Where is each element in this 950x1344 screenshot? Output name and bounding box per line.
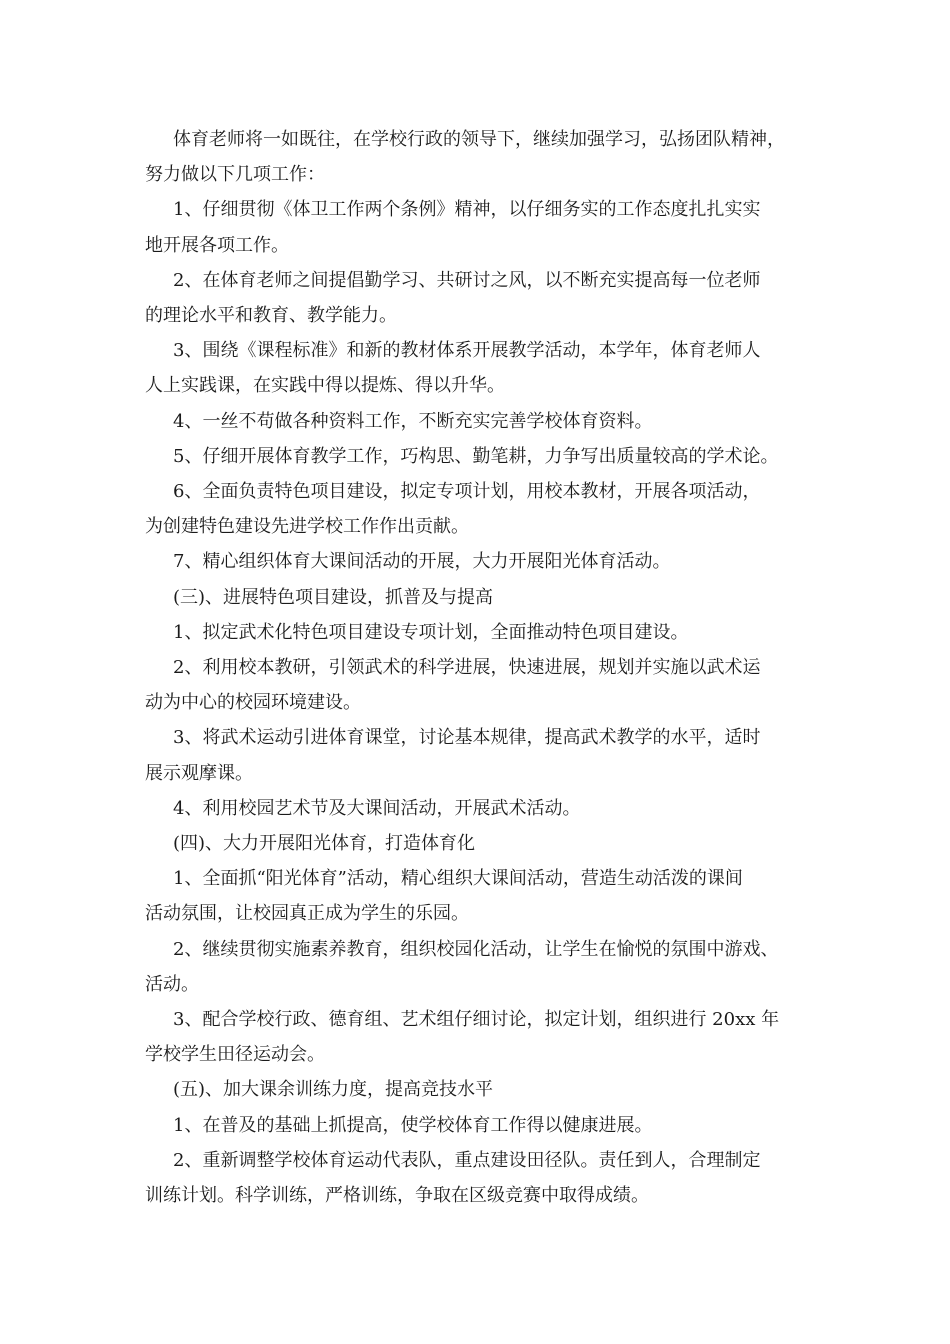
paragraph-item-1: [145, 192, 825, 262]
paragraph-item-3-1: [145, 615, 825, 650]
paragraph-line: 体育老师将一如既往，在学校行政的领导下，继续加强学习，弘扬团队精神，: [173, 129, 785, 150]
paragraph-item-5: [145, 439, 825, 474]
paragraph-item-3-4: [145, 791, 825, 826]
section-heading-4: [145, 826, 825, 861]
section-heading-5: [145, 1072, 825, 1107]
paragraph-line: 1、在普及的基础上抓提高，使学校体育工作得以健康进展。: [173, 1114, 653, 1136]
paragraph-line: 4、一丝不苟做各种资料工作，不断充实完善学校体育资料。: [173, 410, 653, 432]
paragraph-line: 2、继续贯彻实施素养教育，组织校园化活动，让学生在愉悦的氛围中游戏、: [173, 938, 779, 960]
paragraph-item-6: [145, 474, 825, 544]
paragraph-line: 动为中心的校园环境建设。: [145, 692, 361, 714]
paragraph-intro: [145, 122, 825, 192]
paragraph-line: 为创建特色建设先进学校工作作出贡献。: [145, 516, 469, 538]
section-heading-3: [145, 580, 825, 615]
paragraph-item-5-2: [145, 1143, 825, 1213]
paragraph-line: 7、精心组织体育大课间活动的开展，大力开展阳光体育活动。: [173, 551, 671, 573]
paragraph-line: 2、利用校本教研，引领武术的科学进展，快速进展，规划并实施以武术运: [173, 657, 761, 679]
paragraph-line: 3、围绕《课程标准》和新的教材体系开展教学活动，本学年，体育老师人: [173, 340, 761, 362]
paragraph-line: 5、仔细开展体育教学工作，巧构思、勤笔耕，力争写出质量较高的学术论。: [173, 445, 779, 467]
paragraph-line: 人上实践课，在实践中得以提炼、得以升华。: [145, 375, 505, 397]
paragraph-item-3-2: [145, 650, 825, 720]
paragraph-line: 1、全面抓“阳光体育”活动，精心组织大课间活动，营造生动活泼的课间: [173, 868, 743, 890]
section-heading-text: (四)、大力开展阳光体育，打造体育化: [173, 833, 476, 855]
paragraph-item-7: [145, 544, 825, 579]
paragraph-item-4-3: [145, 1002, 825, 1072]
paragraph-item-3-3: [145, 720, 825, 790]
paragraph-line: 活动氛围，让校园真正成为学生的乐园。: [145, 903, 469, 925]
paragraph-line: 的理论水平和教育、教学能力。: [145, 305, 397, 327]
section-heading-text: (五)、加大课余训练力度，提高竞技水平: [173, 1079, 494, 1101]
document-body: [145, 122, 825, 1213]
paragraph-line: 地开展各项工作。: [145, 234, 289, 256]
paragraph-item-2: [145, 263, 825, 333]
paragraph-line: 4、利用校园艺术节及大课间活动，开展武术活动。: [173, 797, 581, 819]
paragraph-item-5-1: [145, 1108, 825, 1143]
paragraph-line: 努力做以下几项工作：: [145, 164, 325, 186]
section-heading-text: (三)、进展特色项目建设，抓普及与提高: [173, 586, 494, 608]
paragraph-line: 6、全面负责特色项目建设，拟定专项计划，用校本教材，开展各项活动，: [173, 481, 761, 503]
paragraph-item-4-1: [145, 861, 825, 931]
paragraph-line: 活动。: [145, 973, 199, 995]
paragraph-line: 学校学生田径运动会。: [145, 1044, 325, 1066]
paragraph-line: 3、配合学校行政、德育组、艺术组仔细讨论，拟定计划，组织进行 20xx 年: [173, 1009, 780, 1031]
paragraph-item-3: [145, 333, 825, 403]
paragraph-line: 训练计划。科学训练，严格训练，争取在区级竞赛中取得成绩。: [145, 1185, 649, 1207]
paragraph-item-4-2: [145, 932, 825, 1002]
paragraph-line: 2、重新调整学校体育运动代表队，重点建设田径队。责任到人，合理制定: [173, 1149, 761, 1171]
paragraph-line: 3、将武术运动引进体育课堂，讨论基本规律，提高武术教学的水平，适时: [173, 727, 761, 749]
paragraph-line: 1、仔细贯彻《体卫工作两个条例》精神，以仔细务实的工作态度扎扎实实: [173, 199, 761, 221]
paragraph-line: 1、拟定武术化特色项目建设专项计划，全面推动特色项目建设。: [173, 621, 689, 643]
paragraph-line: 2、在体育老师之间提倡勤学习、共研讨之风，以不断充实提高每一位老师: [173, 269, 761, 291]
paragraph-line: 展示观摩课。: [145, 762, 253, 784]
paragraph-item-4: [145, 404, 825, 439]
